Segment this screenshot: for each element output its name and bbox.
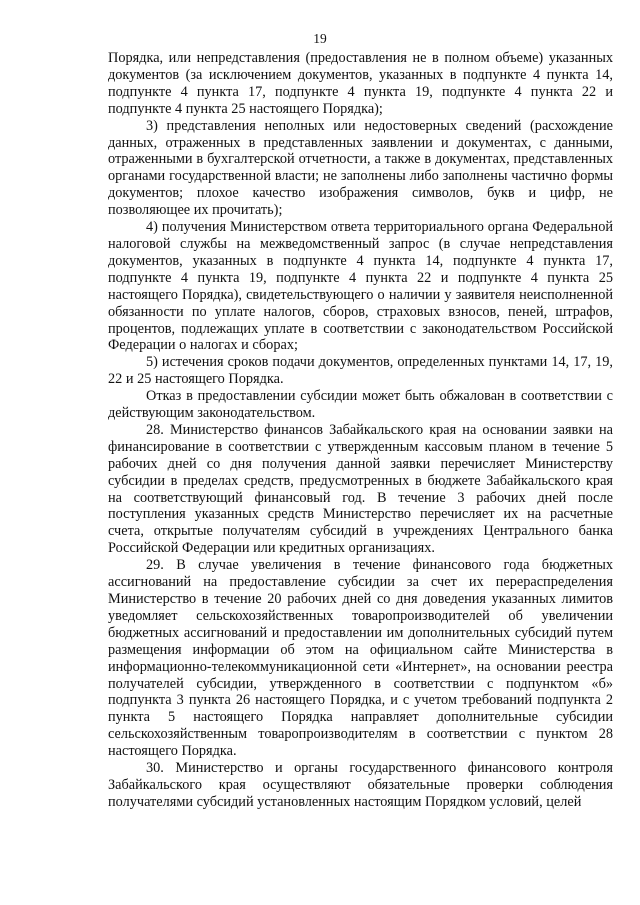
- paragraph-refusal-appeal: Отказ в предоставлении субсидии может быть обжалован в соответствии с действующим законодательством.: [108, 388, 613, 422]
- paragraph-28: 28. Министерство финансов Забайкальского края на основании заявки на финансирование в соответствии с утвержденным кассовым планом в течение 5 рабочих дней со дня получения данной заявки перечисляет Министерству субсидии в пределах средств, предусмотренных в бюджете Забайкальского края на соответствующий финансовый год. В течение 3 рабочих дней после поступления указанных средств Министерство перечисляет их на расчетные счета, открытые получателям субсидий в учреждениях Центрального банка Российской Федерации или кредитных организациях.: [108, 421, 613, 557]
- paragraph-continuation: Порядка, или непредставления (предоставления не в полном объеме) указанных документов (за исключением документов, указанных в подпункте 4 пункта 14, подпункте 4 пункта 17, подпункте 4 пункта 19, подпункте 4 пункта 22 и подпункте 4 пункта 25 настоящего Порядка);: [108, 50, 613, 117]
- paragraph-30: 30. Министерство и органы государственного финансового контроля Забайкальского края осуществляют обязательные проверки соблюдения получателями субсидий установленных настоящим Порядком условий, целей: [108, 760, 613, 810]
- paragraph-29: 29. В случае увеличения в течение финансового года бюджетных ассигнований на предоставление субсидии за счет их перераспределения Министерство в течение 20 рабочих дней со дня доведения указанных лимитов уведомляет сельскохозяйственных товаропроизводителей об увеличении бюджетных ассигнований и предоставлении им дополнительных субсидий путем размещения информации об этом на официальном сайте Министерства в информационно-телекоммуникационной сети «Интернет», на основании реестра получателей субсидии, утвержденного в соответствии с подпунктом «б» подпункта 3 пункта 26 настоящего Порядка, и с учетом требований подпункта 2 пункта 5 настоящего Порядка направляет дополнительные субсидии сельскохозяйственным товаропроизводителям в соответствии с пунктом 28 настоящего Порядка.: [108, 557, 613, 760]
- paragraph-item-4: 4) получения Министерством ответа территориального органа Федеральной налоговой службы на межведомственный запрос (в случае непредставления документов, указанных в подпункте 4 пункта 14, подпункте 4 пункта 17, подпункте 4 пункта 19, подпункте 4 пункта 22 и подпункте 4 пункта 25 настоящего Порядка), свидетельствующего о наличии у заявителя неисполненной обязанности по уплате налогов, сборов, страховых взносов, пеней, штрафов, процентов, подлежащих уплате в соответствии с законодательством Российской Федерации о налогах и сборах;: [108, 219, 613, 354]
- paragraph-item-3: 3) представления неполных или недостоверных сведений (расхождение данных, отраженных в представленных заявлении и документах, с данными, отраженными в бухгалтерской отчетности, а также в документах, представленных органами государственной власти; не заполнены либо заполнены частично формы документов; плохое качество изображения символов, букв и цифр, не позволяющее их прочитать);: [108, 117, 613, 219]
- document-body: [108, 50, 613, 811]
- paragraph-item-5: 5) истечения сроков подачи документов, определенных пунктами 14, 17, 19, 22 и 25 настоящего Порядка.: [108, 354, 613, 388]
- page-number: 19: [313, 31, 327, 46]
